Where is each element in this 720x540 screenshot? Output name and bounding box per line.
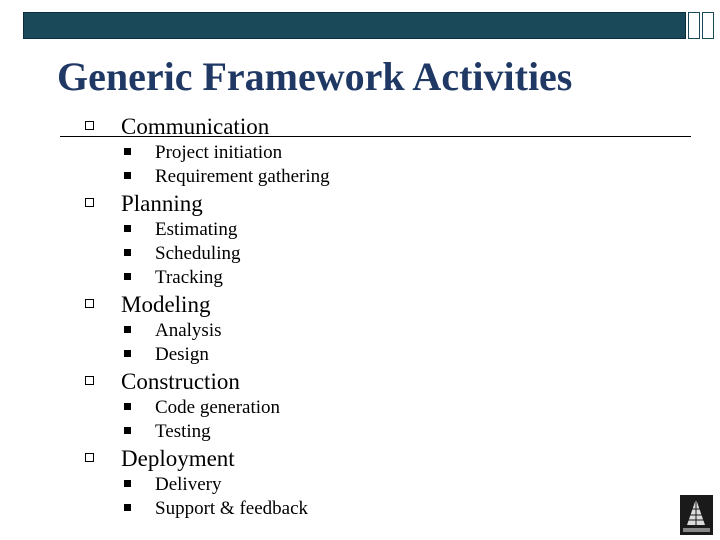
- hollow-square-bullet-icon: [85, 198, 94, 207]
- header-decoration-bar: [23, 12, 686, 39]
- activity-item: Scheduling: [155, 243, 241, 264]
- filled-square-bullet-icon: [124, 148, 131, 155]
- filled-square-bullet-icon: [124, 480, 131, 487]
- filled-square-bullet-icon: [124, 326, 131, 333]
- filled-square-bullet-icon: [124, 350, 131, 357]
- slide-title: Generic Framework Activities: [57, 54, 573, 99]
- activity-item: Requirement gathering: [155, 166, 330, 187]
- activity-item: Tracking: [155, 267, 223, 288]
- activity-item: Project initiation: [155, 142, 283, 163]
- activity-item: Analysis: [155, 320, 222, 341]
- activity-item: Delivery: [155, 474, 222, 495]
- activity-label: Planning: [121, 191, 203, 216]
- activity-item: Design: [155, 344, 209, 365]
- filled-square-bullet-icon: [124, 273, 131, 280]
- filled-square-bullet-icon: [124, 172, 131, 179]
- activity-label: Construction: [121, 369, 240, 394]
- filled-square-bullet-icon: [124, 249, 131, 256]
- header-decoration-square: [688, 12, 700, 39]
- filled-square-bullet-icon: [124, 403, 131, 410]
- hollow-square-bullet-icon: [85, 299, 94, 308]
- activity-label: Modeling: [121, 292, 211, 317]
- filled-square-bullet-icon: [124, 504, 131, 511]
- hollow-square-bullet-icon: [85, 121, 94, 130]
- hollow-square-bullet-icon: [85, 453, 94, 462]
- activity-label: Deployment: [121, 446, 235, 471]
- filled-square-bullet-icon: [124, 225, 131, 232]
- header-decoration-square: [702, 12, 714, 39]
- activity-item: Support & feedback: [155, 498, 309, 519]
- activity-label: Communication: [121, 114, 270, 139]
- hollow-square-bullet-icon: [85, 376, 94, 385]
- activity-item: Estimating: [155, 219, 238, 240]
- publisher-logo-icon: [680, 495, 713, 535]
- activity-item: Code generation: [155, 397, 281, 418]
- activity-item: Testing: [155, 421, 211, 442]
- filled-square-bullet-icon: [124, 427, 131, 434]
